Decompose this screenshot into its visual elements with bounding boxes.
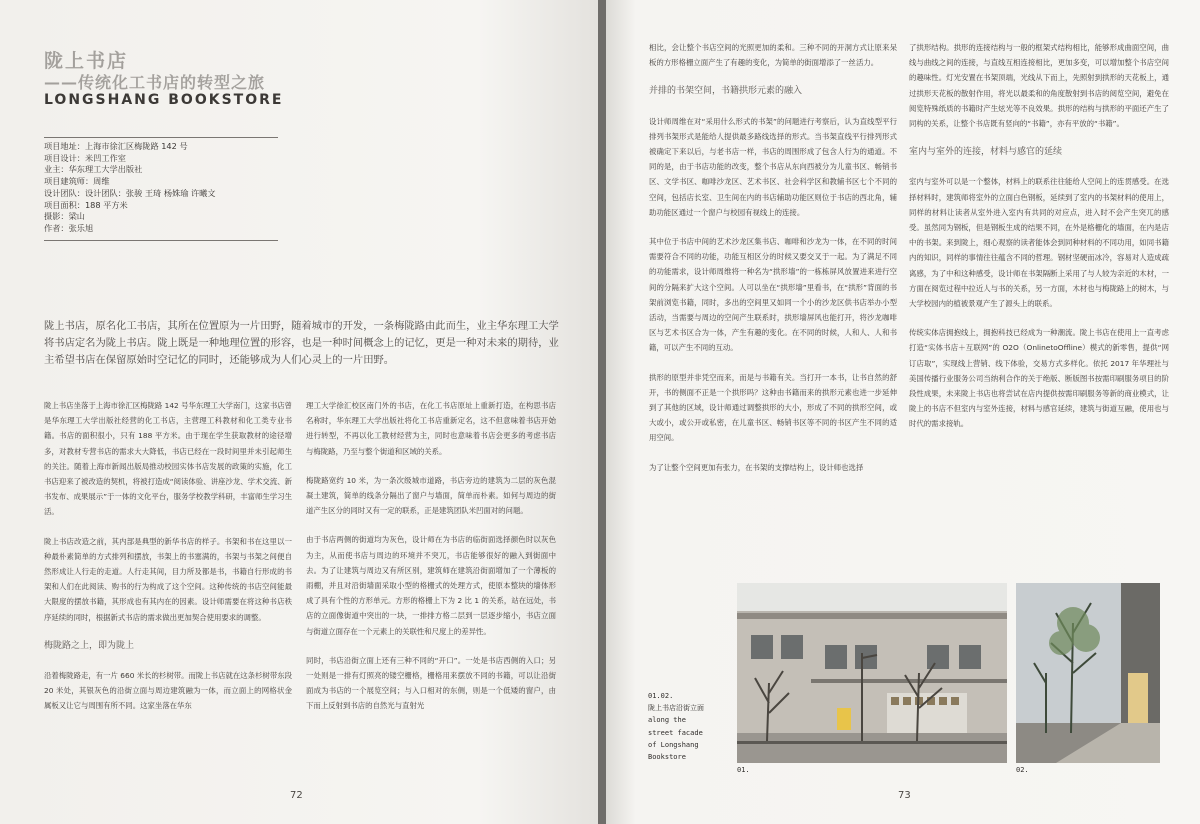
photo-1-label: 01. bbox=[737, 766, 750, 774]
paragraph: 梅陇路宽约 10 米，为一条次级城市道路，书店旁边的建筑为二层的灰色混凝土建筑，简单的线条分隔出了窗户与墙面，简单而朴素。如何与周边的街道产生区分的同时又有一定的联系，正是建筑团队米凹面对的问题。 bbox=[306, 475, 556, 516]
caption-line: Bookstore bbox=[648, 753, 686, 762]
info-design: 项目设计：米凹工作室 bbox=[44, 152, 126, 163]
text-column-3 bbox=[649, 40, 897, 489]
info-team: 设计团队：设计团队：张骏 王琦 杨姝瑜 许曦文 bbox=[44, 187, 216, 198]
project-info bbox=[44, 141, 284, 235]
info-photography: 摄影：梁山 bbox=[44, 211, 85, 222]
text-column-2 bbox=[306, 398, 556, 728]
paragraph: 陇上书店坐落于上海市徐汇区梅陇路 142 号华东理工大学南门，这家书店曾是华东理工大学出版社经营的化工书店，主营理工科教材和化工类专业书籍。书店的面积很小，只有 188 平方米。由于现在学生获取教材的途径增多，对教材专营书店的需求大大降低，书店已经在一段时间里并未引起师生的关注。随着上海市新闻出版局推动校园实体书店发展的政策的实施，化工书店迎来了被改造的契机，将被打造成“阅读体验、讲座沙龙、学术交流、新书发布、成果展示”于一体的文化平台，服务学校教学科研，丰富师生学习生活。 bbox=[44, 401, 292, 517]
left-page bbox=[0, 0, 598, 824]
divider-bottom bbox=[44, 240, 278, 241]
street-facade-illustration bbox=[737, 583, 1007, 763]
section-heading: 并排的书架空间，书籍拱形元素的融入 bbox=[649, 86, 803, 97]
paragraph: 理工大学徐汇校区南门外的书店，在化工书店原址上重新打造，在构思书店名称时，华东理工大学出版社将化工书店重新定名，这不但意味着书店开始进行转型，不再以化工教材经营为主，同时也意味着书店会更多的考虑书店与梅陇路，乃至与整个街道和区域的关系。 bbox=[306, 401, 556, 456]
section-heading: 室内与室外的连接，材料与感官的延续 bbox=[909, 147, 1063, 158]
info-address: 项目地址：上海市徐汇区梅陇路 142 号 bbox=[44, 141, 188, 151]
paragraph: 其中位于书店中间的艺术沙龙区集书店、咖啡和沙龙为一体，在不同的时间需要符合不同的功能，功能互相区分的时候又要交叉于一起。为了满足不同的功能需求，设计师周维将一种名为“拱形墙”的一栋栋屏风放置进来进行空间的分隔来扩大这个空间。人可以坐在“拱形墙”里看书，在“拱形”背面的书架前浏览书籍，同时，多出的空间里又如同一个小的沙龙区供书店举办小型活动，当需要与周边的空间产生联系时，拱形墙屏风也能打开，将沙龙咖啡区与艺术书区合为一体，产生有趣的变化。在不同的时候，人和人、人和书籍，可以产生不同的互动。 bbox=[649, 237, 897, 353]
paragraph: 传统实体店拥抱线上，拥抱科技已经成为一种潮流。陇上书店在使用上一直考虑打造“实体书店＋互联网”的 O2O（OnlinetoOffline）模式的新零售，提供“网订店取”，实现线上营销、线下体验，交易方式多样化。依托 2017 年华理社与美国传播行业服务公司当纳利合作的关于绝版、断版图书按需印刷服务项目的阶段性成果，未来陇上书店也将尝试在店内提供按需印刷服务等新的商业模式，让陇上的书店不但室内与室外连接，材料与感官延续，建筑与街道互融，使用也与时代的需求接轨。 bbox=[909, 328, 1169, 429]
caption-line: street facade bbox=[648, 728, 703, 737]
lead-paragraph: 陇上书店，原名化工书店，其所在位置原为一片田野，随着城市的开发，一条梅陇路由此而生，业主华东理工大学将书店定名为陇上书店。陇上既是一种地理位置的形容，也是一种时间概念上的记忆，更是一种对未来的期待，业主希望书店在保留原始时空记忆的同时，还能够成为人们心灵上的一片田野。 bbox=[44, 320, 559, 366]
photo-street-facade bbox=[737, 583, 1007, 763]
photo-2-label: 02. bbox=[1016, 766, 1029, 774]
paragraph: 由于书店两侧的街道均为灰色，设计师在为书店的临街面选择颜色时以灰色为主，从而使书店与周边的环境并不突兀，书店能够很好的融入到街面中去。为了让建筑与周边又有所区别，建筑师在建筑沿街面增加了一个薄板的雨棚，并且对沿街墙面采取小型的格栅式的处理方式，使原本整块的墙体形成了具有个性的方形单元。方形的格栅上下为 2 比 1 的关系，站在远处，书店的立面像街道中突出的一块，一排排方格二层到一层逐步缩小，书店立面与街道立面存在一个元素上的关联性和尺度上的差异性。 bbox=[306, 535, 556, 636]
paragraph: 同时，书店沿街立面上还有三种不同的“开口”。一处是书店西侧的入口；另一处则是一排有灯照亮的镂空栅格，栅格用来摆放不同的书籍，可以让沿街面成为书店的一个展览空间；与入口相对的东侧，则是一个低矮的窗户，由下而上反射到书店的自然光与直射光 bbox=[306, 655, 556, 711]
paragraph: 陇上书店改造之前，其内部是典型的新华书店的样子。书架和书在这里以一种最朴素简单的方式排列和摆放，书架上的书塞满的，书架与书架之间便自然形成让人行走的走道。人行走其间，目力所及都是书，书籍自行形成的书架和人们在此阅读、购书的行为构成了这个空间。这种传统的书店空间能最大限度的摆放书籍，其形成也有其内在的因素。设计师需要在将这种书店秩序延续的同时，根据新式书店的需求做出更加契合使用要求的调整。 bbox=[44, 536, 292, 622]
paragraph: 室内与室外可以是一个整体，材料上的联系往往能给人空间上的连贯感受。在选择材料时，建筑师将室外的立面白色钢板，延续到了室内的书架材料的使用上，同样的材料让读者从室外进入室内有共同的对应点，进入时不会产生突兀的感受。虽然同为钢板，但是钢板生成的结果不同，在外是格栅化的墙面，在内是店中的书架。来到陇上，细心观察的读者能体会到同种材料的不同功用，如同书籍内的知识，同样的事情往往蕴含不同的哲理。钢材坚硬而冰冷，容易对人造成疏离感，为了中和这种感受，设计师在书架隔断上采用了与人较为亲近的木材，一方面在阅览过程中拉近人与书的关系，另一方面，木材也与梅陇路上的树木，与大学校园内的植被景观产生了源头上的联系。 bbox=[909, 177, 1169, 309]
book-gutter bbox=[598, 0, 606, 824]
info-author: 作者：张乐旭 bbox=[44, 222, 94, 233]
info-owner: 业主：华东理工大学出版社 bbox=[44, 164, 143, 175]
photo-street-view bbox=[1016, 583, 1160, 763]
section-heading: 梅陇路之上，即为陇上 bbox=[44, 640, 135, 651]
paragraph: 相比，会让整个书店空间的光照更加的柔和。三种不同的开洞方式让原来呆板的方形格栅立面产生了有趣的变化，为简单的街面增添了一丝活力。 bbox=[649, 43, 897, 68]
paragraph: 设计师周维在对“采用什么形式的书架”的问题进行考察后，认为直线型平行排列书架形式是能给人提供最多路线选择的形式。当书架直线平行排列形式被确定下来以后，与老书店一样，书店的周围形成了包含人行为的通道。不同的是，由于书店功能的改变，整个书店从东向西被分为儿童书区、畅销书区、文学书区、咖啡沙龙区、艺术书区、社会科学区和教辅书区七个不同的空间，包括店长室、卫生间在内的书店辅助功能区则位于书店的西北角，辅助功能区通过一个窗户与校园有视线上的连接。 bbox=[649, 116, 897, 217]
text-column-1 bbox=[44, 398, 292, 728]
article-subtitle: ——传统化工书店的转型之旅 bbox=[44, 73, 266, 92]
caption-number: 01.02. bbox=[648, 692, 674, 700]
caption-line: along the bbox=[648, 716, 686, 725]
article-title-english: LONGSHANG BOOKSTORE bbox=[44, 92, 284, 108]
paragraph: 拱形的原型并非凭空而来，而是与书籍有关。当打开一本书，让书自然的舒开，书的侧面不正是一个拱形吗？这种由书籍而来的拱形元素也进一步延伸到了其他的区域，设计师通过调整拱形的大小，形成了不同的拱形空间，或大或小，或公开或私密，在儿童书区、畅销书区等不同的书区产生不同的适用空间。 bbox=[649, 372, 897, 443]
caption-chinese: 陇上书店沿街立面 bbox=[648, 704, 704, 713]
paragraph: 为了让整个空间更加有张力，在书架的支撑结构上，设计师也选择 bbox=[649, 462, 864, 472]
caption-line: of Longshang bbox=[648, 740, 699, 749]
paragraph: 了拱形结构。拱形的连接结构与一般的框架式结构相比，能够形成曲面空间，曲线与曲线之间的连接，与直线互相连接相比，更加多变，可以增加整个书店空间的趣味性。灯光安置在书架顶端，光线从下而上，先照射到拱形的天花板上，通过拱形天花板的散射作用，将光以最柔和的角度散射到书店的阅览空间，避免在阅览特殊纸质的书籍时产生炫光等不良效果。拱形的结构与拱形的平面还产生了同构的关系，让整个书店既有竖向的“书籍”，亦有平放的“书籍”。 bbox=[909, 43, 1169, 129]
page-number: 72 bbox=[290, 790, 303, 801]
page-number: 73 bbox=[898, 790, 911, 801]
info-architect: 项目建筑师：周维 bbox=[44, 176, 110, 187]
info-area: 项目面积：188 平方米 bbox=[44, 199, 128, 210]
street-view-illustration bbox=[1016, 583, 1160, 763]
photo-caption bbox=[648, 690, 704, 763]
paragraph: 沿着梅陇路走，有一片 660 米长的杉树带。而陇上书店就在这条杉树带东段 20 米处，其银灰色的沿街立面与周边建筑融为一体，而立面上的网格状金属板又让它与周围有所不同。这家坐落在华东 bbox=[44, 671, 292, 711]
divider-top bbox=[44, 137, 278, 138]
text-column-4 bbox=[909, 40, 1169, 446]
article-title: 陇上书店 bbox=[44, 50, 129, 72]
